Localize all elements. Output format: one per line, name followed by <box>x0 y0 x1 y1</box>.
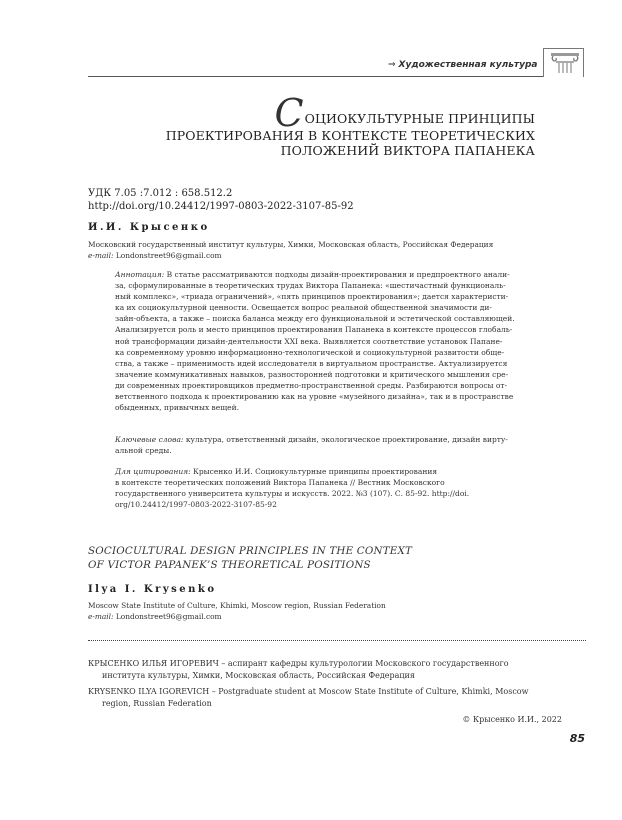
copyright-notice: © Крысенко И.И., 2022 <box>462 715 562 724</box>
citation-line: Для цитирования: Крысенко И.И. Социокультурные принципы проектирования <box>115 467 438 476</box>
title-line-1: СОЦИОКУЛЬТУРНЫЕ ПРИНЦИПЫ <box>274 91 535 135</box>
citation <box>115 466 535 510</box>
author-name-en: Ilya I. Krysenko <box>88 584 217 595</box>
author-bio-en: KRYSENKO ILYA IGOREVICH – Postgraduate student at Moscow State Institute of Culture, Khimki, Moscow region, Russian Federation <box>88 687 529 708</box>
author-email-en <box>88 612 222 621</box>
doi-link[interactable]: http://doi.org/10.24412/1997-0803-2022-3107-85-92 <box>88 201 354 212</box>
article-title-en <box>88 544 528 572</box>
title-drop-cap: С <box>274 91 304 135</box>
email-label: e-mail: <box>88 251 114 260</box>
article-title <box>150 91 535 158</box>
keywords-line: Ключевые слова: культура, ответственный дизайн, экологическое проектирование, дизайн вирту- <box>115 435 508 444</box>
author-affiliation-en: Moscow State Institute of Culture, Khimki, Moscow region, Russian Federation <box>88 601 386 610</box>
column-capital-icon <box>550 52 580 74</box>
annotation-line: зайн-объекта, а также – поиска баланса между его функциональной и эстетической составляющей. <box>115 314 515 324</box>
title-en-line-1: SOCIOCULTURAL DESIGN PRINCIPLES IN THE CONTEXT <box>88 545 413 557</box>
annotation-line: за, сформулированные в теоретических трудах Виктора Папанека: «шестичастный функциональ- <box>115 281 506 291</box>
keywords-line: альной среды. <box>115 446 172 456</box>
annotation-line: ди современных проектировщиков предметно-пространственной среды. Разбираются вопросы от- <box>115 380 508 390</box>
email-address[interactable]: Londonstreet96@gmail.com <box>115 612 222 621</box>
keywords <box>115 434 535 456</box>
author-email-ru <box>88 251 222 260</box>
running-header-section <box>388 60 538 70</box>
annotation-line: обыденных, привычных вещей. <box>115 403 240 413</box>
header-emblem-box <box>543 48 584 77</box>
footer-dotted-divider <box>88 640 586 641</box>
citation-line: государственного университета культуры и искусств. 2022. №3 (107). С. 85-92. http://doi. <box>115 489 470 499</box>
author-name-ru: И.И. Крысенко <box>88 222 210 233</box>
author-affiliation-ru: Московский государственный институт культуры, Химки, Московская область, Российская Федерация <box>88 240 494 249</box>
author-bio-ru: КРЫСЕНКО ИЛЬЯ ИГОРЕВИЧ – аспирант кафедры культурологии Московского государственного института культуры, Химки, Московская область, Российская Федерация <box>88 659 509 680</box>
annotation-line: Аннотация: В статье рассматриваются подходы дизайн-проектирования и предпроектного анали- <box>115 270 510 279</box>
page-number: 85 <box>569 732 585 745</box>
annotation-line: Анализируется роль и место принципов проектирования Папанека в контексте процессов глобаль- <box>115 325 513 335</box>
annotation-line: ный комплекс», «триада ограничений», «пять принципов проектирования»; дается характеристи- <box>115 292 509 302</box>
section-name: Художественная культура <box>398 60 538 70</box>
keywords-label: Ключевые слова: <box>115 435 184 444</box>
title-en-line-2: OF VICTOR PAPANEK’S THEORETICAL POSITIONS <box>88 559 371 571</box>
annotation-line: ка их социокультурной ценности. Освещается вопрос реальной общественной значимости ди- <box>115 303 492 313</box>
udc-code: УДК 7.05 :7.012 : 658.512.2 <box>88 188 233 199</box>
arrow-right-icon: ⇒ <box>388 60 396 70</box>
title-line-2: ПРОЕКТИРОВАНИЯ В КОНТЕКСТЕ ТЕОРЕТИЧЕСКИХ <box>165 128 535 143</box>
header-rule <box>88 76 543 77</box>
citation-label: Для цитирования: <box>115 467 191 476</box>
title-line-3: ПОЛОЖЕНИЙ ВИКТОРА ПАПАНЕКА <box>280 143 535 158</box>
annotation-label: Аннотация: <box>115 270 165 279</box>
citation-line: в контексте теоретических положений Виктора Папанека // Вестник Московского <box>115 478 445 488</box>
annotation-line: ветственного подхода к проектированию как на уровне «музейного дизайна», так и в пространстве <box>115 392 514 402</box>
annotation <box>115 269 535 413</box>
email-label: e-mail: <box>88 612 114 621</box>
annotation-line: значение коммуникативных навыков, разносторонней подготовки и критического мышления сре- <box>115 369 509 379</box>
annotation-line: ка современному уровню информационно-технологической и социокультурной развитости обще- <box>115 347 505 357</box>
annotation-line: ства, а также – применимость идей исследователя в виртуальном пространстве. Актуализируется <box>115 358 508 368</box>
citation-line: org/10.24412/1997-0803-2022-3107-85-92 <box>115 500 277 510</box>
email-address[interactable]: Londonstreet96@gmail.com <box>115 251 222 260</box>
annotation-line: ной трансформации дизайн-деятельности XXI века. Выявляется соответствие установок Папане- <box>115 336 503 346</box>
